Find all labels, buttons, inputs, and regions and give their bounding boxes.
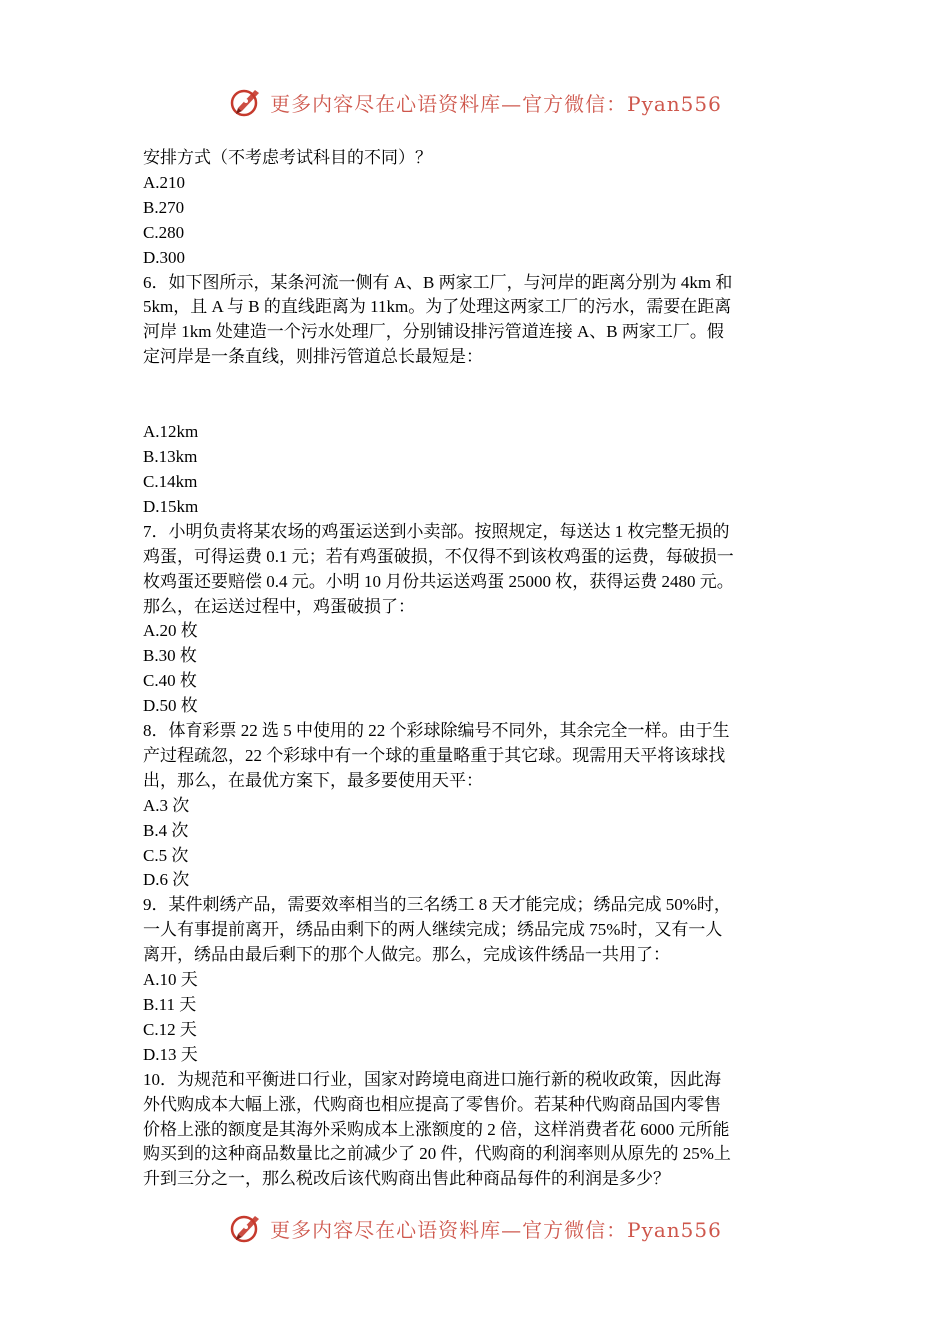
- option-c: C.14km: [143, 471, 198, 491]
- question-10-line: 购买到的这种商品数量比之前减少了 20 件，代购商的利润率则从原先的 25%上: [143, 1144, 731, 1164]
- option-c: C.280: [143, 222, 185, 242]
- question-7-line: 鸡蛋，可得运费 0.1 元；若有鸡蛋破损，不仅得不到该枚鸡蛋的运费，每破损一: [143, 546, 734, 566]
- option-b: B.30 枚: [143, 646, 197, 666]
- option-b: B.13km: [143, 447, 198, 467]
- document-body: [143, 146, 809, 1192]
- question-8-line: 产过程疏忽，22 个彩球中有一个球的重量略重于其它球。现需用天平将该球找: [143, 745, 726, 765]
- question-6-line: 定河岸是一条直线，则排污管道总长最短是：: [143, 347, 483, 367]
- question-9-line: 一人有事提前离开，绣品由剩下的两人继续完成；绣品完成 75%时，又有一人: [143, 920, 723, 940]
- question-10-line: 外代购成本大幅上涨，代购商也相应提高了零售价。若某种代购商品国内零售: [143, 1094, 721, 1114]
- header-banner: [0, 82, 950, 122]
- question-10-line: 价格上涨的额度是其海外采购成本上涨额度的 2 倍，这样消费者花 6000 元所能: [143, 1119, 730, 1139]
- question-7-line: 7．小明负责将某农场的鸡蛋运送到小卖部。按照规定，每送达 1 枚完整无损的: [143, 521, 730, 541]
- question-5-tail: 安排方式（不考虑考试科目的不同）？: [143, 148, 432, 167]
- option-d: D.6 次: [143, 870, 190, 890]
- option-a: A.12km: [143, 422, 199, 442]
- footer-banner: [0, 1208, 950, 1248]
- question-8-line: 8．体育彩票 22 选 5 中使用的 22 个彩球除编号不同外，其余完全一样。由于生: [143, 721, 730, 741]
- option-d: D.50 枚: [143, 696, 198, 716]
- option-a: A.10 天: [143, 970, 198, 990]
- option-a: A.210: [143, 172, 186, 192]
- option-d: D.13 天: [143, 1044, 198, 1064]
- option-d: D.15km: [143, 496, 199, 516]
- question-10-line: 10．为规范和平衡进口行业，国家对跨境电商进口施行新的税收政策，因此海: [143, 1069, 721, 1089]
- banner-text: 更多内容尽在心语资料库—官方微信：Pyan556: [270, 91, 722, 116]
- banner-text: 更多内容尽在心语资料库—官方微信：Pyan556: [270, 1217, 722, 1242]
- option-a: A.20 枚: [143, 621, 198, 641]
- pen-circle-logo-icon: [228, 84, 264, 120]
- option-d: D.300: [143, 247, 186, 267]
- option-c: C.40 枚: [143, 671, 197, 691]
- question-9-line: 离开，绣品由最后剩下的那个人做完。那么，完成该件绣品一共用了：: [143, 945, 670, 965]
- option-a: A.3 次: [143, 795, 190, 815]
- question-6-line: 6．如下图所示，某条河流一侧有 A、B 两家工厂，与河岸的距离分别为 4km 和: [143, 272, 733, 292]
- question-7-line: 那么，在运送过程中，鸡蛋破损了：: [143, 596, 415, 616]
- option-b: B.4 次: [143, 820, 189, 840]
- question-9-line: 9．某件刺绣产品，需要效率相当的三名绣工 8 天才能完成；绣品完成 50%时，: [143, 895, 731, 915]
- option-c: C.5 次: [143, 845, 189, 865]
- question-6-line: 5km，且 A 与 B 的直线距离为 11km。为了处理这两家工厂的污水，需要在距离: [143, 297, 732, 317]
- option-c: C.12 天: [143, 1019, 197, 1039]
- option-b: B.270: [143, 197, 185, 217]
- question-7-line: 枚鸡蛋还要赔偿 0.4 元。小明 10 月份共运送鸡蛋 25000 枚，获得运费 2480 元。: [143, 571, 734, 591]
- question-8-line: 出，那么，在最优方案下，最多要使用天平：: [143, 770, 483, 790]
- figure-placeholder: [143, 370, 809, 420]
- pen-circle-logo-icon: [228, 1210, 264, 1246]
- question-6-line: 河岸 1km 处建造一个污水处理厂，分别铺设排污管道连接 A、B 两家工厂。假: [143, 322, 724, 342]
- question-10-line: 升到三分之一，那么税改后该代购商出售此种商品每件的利润是多少？: [143, 1169, 670, 1189]
- option-b: B.11 天: [143, 995, 197, 1014]
